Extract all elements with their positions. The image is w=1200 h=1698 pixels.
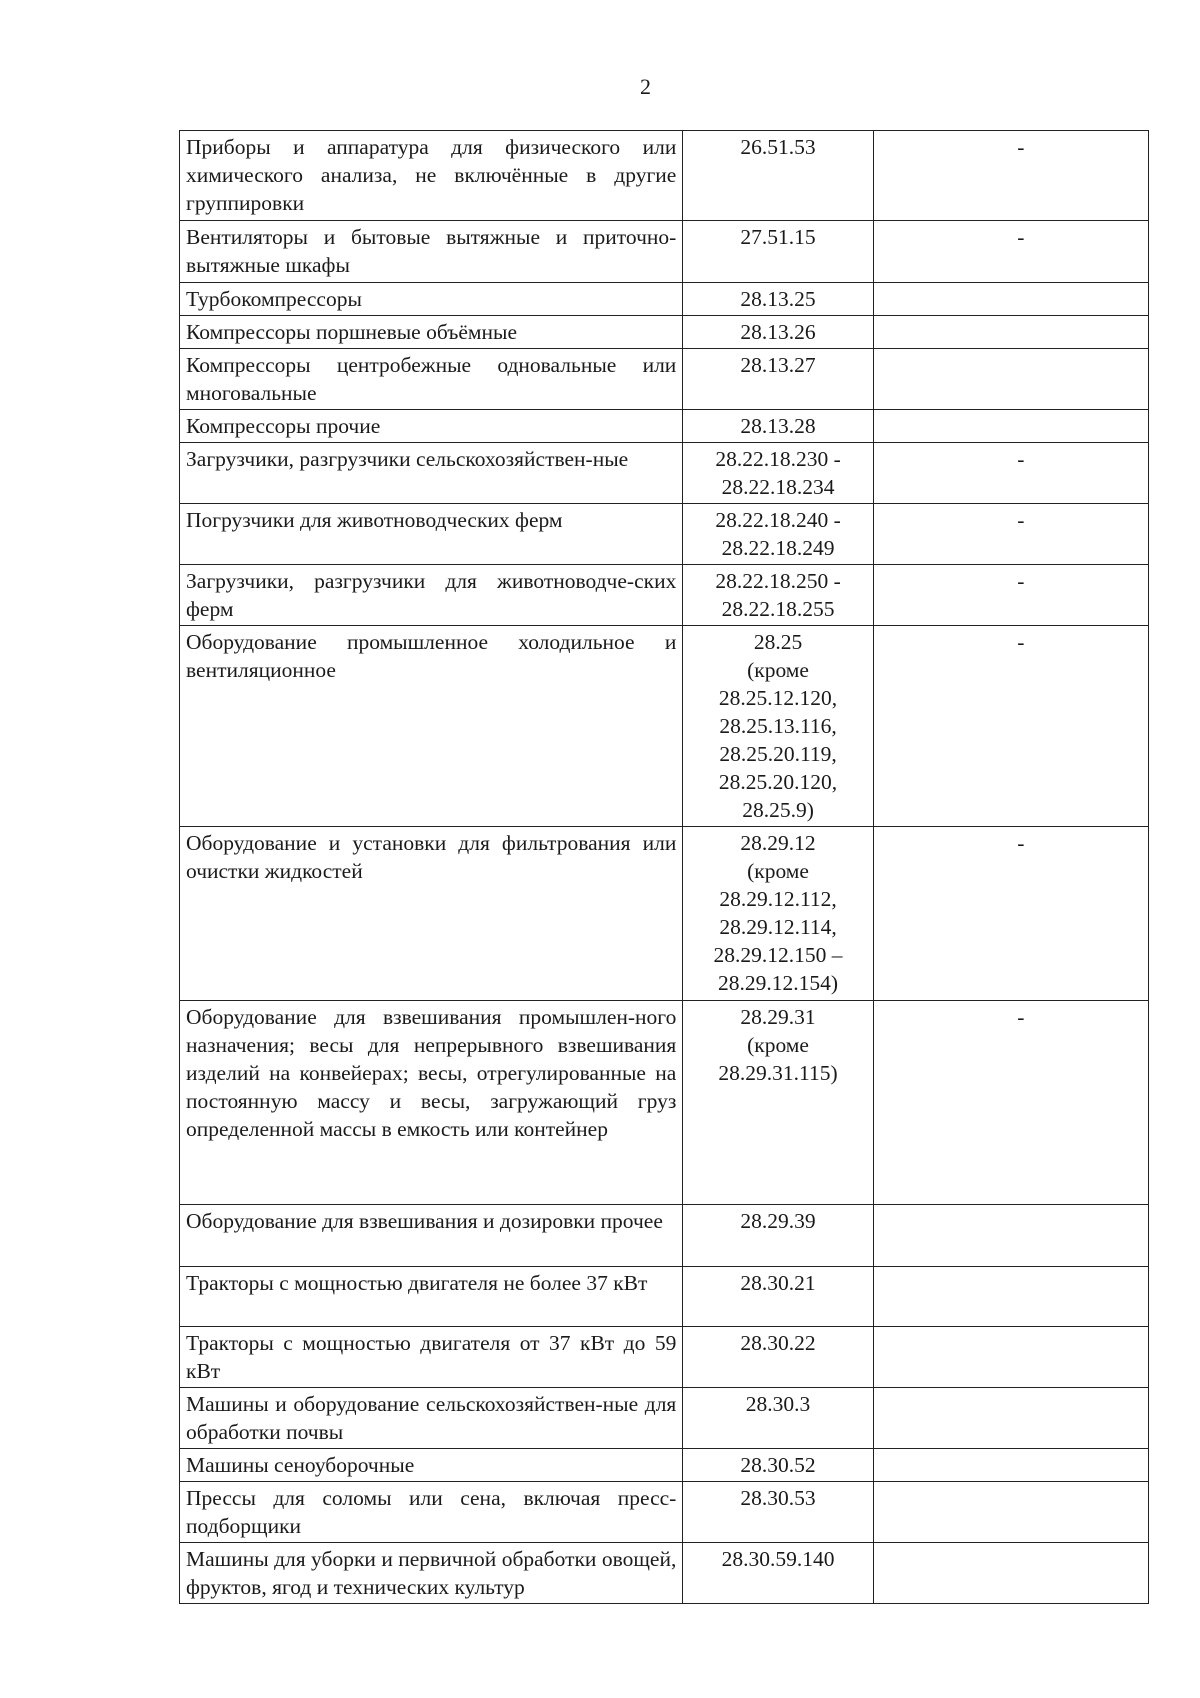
- note-cell: [873, 316, 1148, 349]
- page-number: 2: [640, 74, 651, 99]
- table-row: [180, 283, 1149, 316]
- note-cell: [873, 1205, 1148, 1267]
- product-code-cell: 28.30.3: [683, 1388, 873, 1449]
- note-value: -: [1017, 447, 1025, 471]
- note-cell: [873, 131, 1148, 221]
- product-name-cell: Тракторы с мощностью двигателя от 37 кВт до 59 кВт: [180, 1327, 683, 1388]
- product-code-cell: 28.25 (кроме 28.25.12.120, 28.25.13.116, 28.25.20.119, 28.25.20.120, 28.25.9): [683, 626, 873, 827]
- note-cell: [873, 221, 1148, 283]
- equipment-code-table: [179, 130, 1149, 1604]
- product-name-cell: Турбокомпрессоры: [180, 283, 683, 316]
- product-name-cell: Компрессоры прочие: [180, 410, 683, 443]
- note-value: -: [1017, 569, 1025, 593]
- product-name-cell: Компрессоры центробежные одновальные или многовальные: [180, 349, 683, 410]
- note-value: -: [1017, 135, 1025, 159]
- product-name-cell: Загрузчики, разгрузчики сельскохозяйствен-ные: [180, 443, 683, 504]
- note-value: -: [1017, 831, 1025, 855]
- note-cell: [873, 1001, 1148, 1205]
- note-cell: [873, 349, 1148, 410]
- note-cell: [873, 1267, 1148, 1327]
- product-code-cell: 28.22.18.230 - 28.22.18.234: [683, 443, 873, 504]
- table-row: [180, 349, 1149, 410]
- product-code-cell: 28.13.28: [683, 410, 873, 443]
- note-cell: [873, 827, 1148, 1001]
- note-cell: [873, 1388, 1148, 1449]
- table-row: [180, 1327, 1149, 1388]
- product-name-cell: Машины и оборудование сельскохозяйствен-ные для обработки почвы: [180, 1388, 683, 1449]
- product-name-cell: Погрузчики для животноводческих ферм: [180, 504, 683, 565]
- product-code-cell: 28.30.52: [683, 1449, 873, 1482]
- table-row: [180, 1001, 1149, 1205]
- product-code-cell: 28.13.25: [683, 283, 873, 316]
- table-row: [180, 626, 1149, 827]
- product-code-cell: 28.13.27: [683, 349, 873, 410]
- product-code-cell: 28.30.53: [683, 1482, 873, 1543]
- note-cell: [873, 1327, 1148, 1388]
- product-code-cell: 28.29.12 (кроме 28.29.12.112, 28.29.12.114, 28.29.12.150 – 28.29.12.154): [683, 827, 873, 1001]
- product-name-cell: Компрессоры поршневые объёмные: [180, 316, 683, 349]
- note-cell: [873, 565, 1148, 626]
- product-code-cell: 28.30.21: [683, 1267, 873, 1327]
- note-cell: [873, 1543, 1148, 1604]
- note-cell: [873, 410, 1148, 443]
- note-cell: [873, 283, 1148, 316]
- note-value: -: [1017, 508, 1025, 532]
- table-row: [180, 1543, 1149, 1604]
- note-cell: [873, 1482, 1148, 1543]
- product-code-cell: 26.51.53: [683, 131, 873, 221]
- table-row: [180, 504, 1149, 565]
- product-name-cell: Оборудование и установки для фильтрования или очистки жидкостей: [180, 827, 683, 1001]
- product-name-cell: Оборудование для взвешивания и дозировки прочее: [180, 1205, 683, 1267]
- product-name-cell: Прессы для соломы или сена, включая пресс-подборщики: [180, 1482, 683, 1543]
- product-code-cell: 28.22.18.240 - 28.22.18.249: [683, 504, 873, 565]
- table-row: [180, 221, 1149, 283]
- table-row: [180, 1449, 1149, 1482]
- note-value: -: [1017, 630, 1025, 654]
- product-code-cell: 27.51.15: [683, 221, 873, 283]
- table-row: [180, 1388, 1149, 1449]
- table-row: [180, 316, 1149, 349]
- product-name-cell: Машины для уборки и первичной обработки овощей, фруктов, ягод и технических культур: [180, 1543, 683, 1604]
- product-code-cell: 28.29.39: [683, 1205, 873, 1267]
- table-row: [180, 1482, 1149, 1543]
- product-name-cell: Оборудование для взвешивания промышлен-ного назначения; весы для непрерывного взвешивания изделий на конвейерах; весы, отрегулированные на постоянную массу и весы, загружающий груз определенной массы в емкость или контейнер: [180, 1001, 683, 1205]
- note-cell: [873, 504, 1148, 565]
- product-code-cell: 28.30.22: [683, 1327, 873, 1388]
- table-row: [180, 410, 1149, 443]
- product-name-cell: Тракторы с мощностью двигателя не более 37 кВт: [180, 1267, 683, 1327]
- product-name-cell: Вентиляторы и бытовые вытяжные и приточно-вытяжные шкафы: [180, 221, 683, 283]
- table-row: [180, 443, 1149, 504]
- table-row: [180, 1205, 1149, 1267]
- product-code-cell: 28.30.59.140: [683, 1543, 873, 1604]
- note-value: -: [1017, 1005, 1025, 1029]
- product-code-cell: 28.22.18.250 - 28.22.18.255: [683, 565, 873, 626]
- note-value: -: [1017, 225, 1025, 249]
- table-row: [180, 565, 1149, 626]
- product-name-cell: Машины сеноуборочные: [180, 1449, 683, 1482]
- table-row: [180, 131, 1149, 221]
- table-row: [180, 1267, 1149, 1327]
- note-cell: [873, 626, 1148, 827]
- product-name-cell: Оборудование промышленное холодильное и вентиляционное: [180, 626, 683, 827]
- product-code-cell: 28.13.26: [683, 316, 873, 349]
- table-row: [180, 827, 1149, 1001]
- product-name-cell: Приборы и аппаратура для физического или химического анализа, не включённые в другие группировки: [180, 131, 683, 221]
- note-cell: [873, 1449, 1148, 1482]
- product-name-cell: Загрузчики, разгрузчики для животноводче-ских ферм: [180, 565, 683, 626]
- note-cell: [873, 443, 1148, 504]
- product-code-cell: 28.29.31 (кроме 28.29.31.115): [683, 1001, 873, 1205]
